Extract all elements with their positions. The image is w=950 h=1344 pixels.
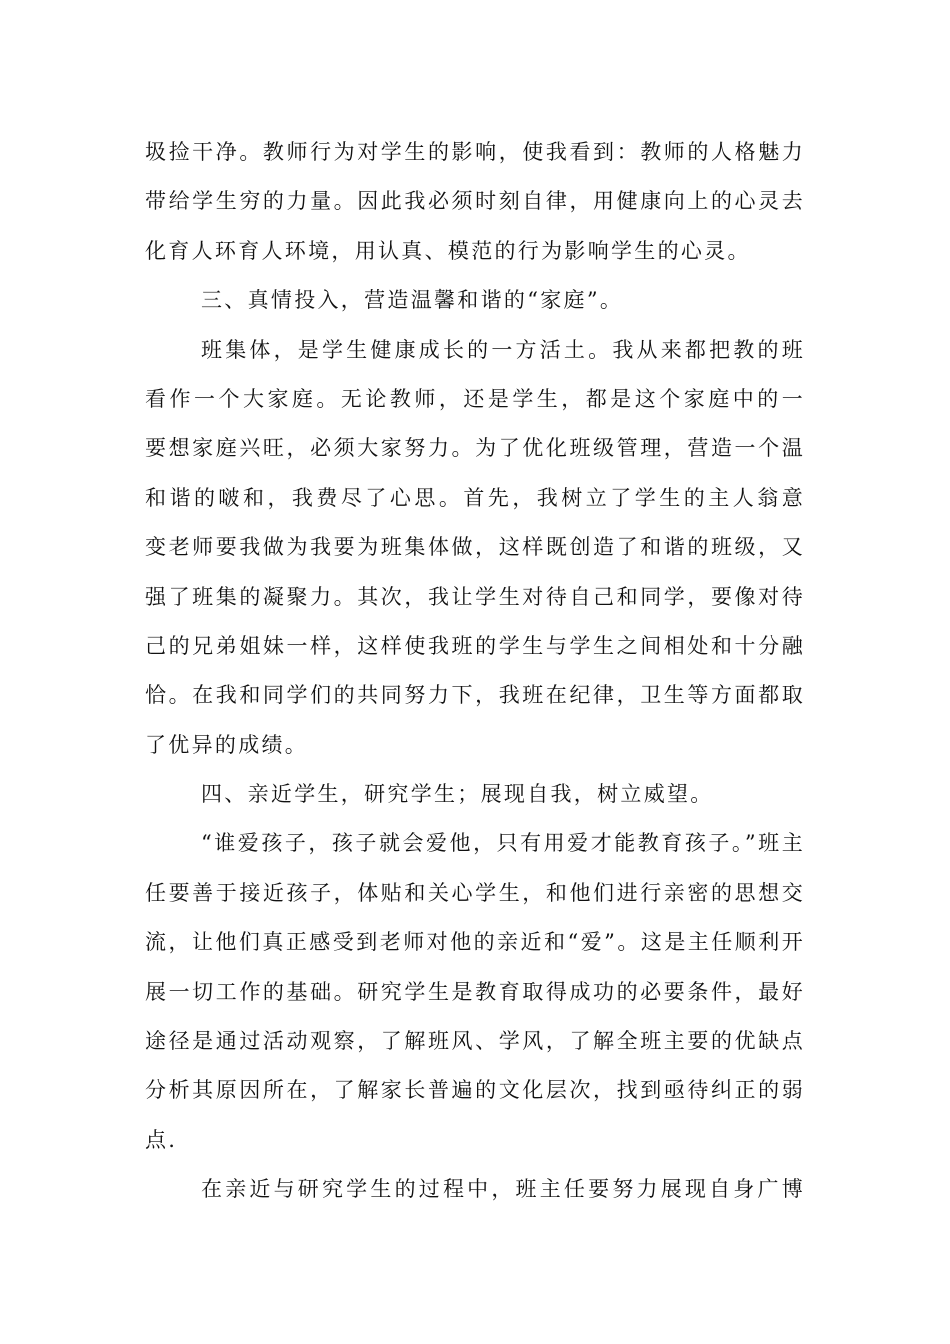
text-line: 和谐的啵和，我费尽了心思。首先，我树立了学生的主人翁意 xyxy=(145,485,805,510)
text-line: 展一切工作的基础。研究学生是教育取得成功的必要条件，最好 xyxy=(145,979,805,1004)
text-line: 己的兄弟姐妹一样，这样使我班的学生与学生之间相处和十分融 xyxy=(145,633,805,658)
text-line: 四、亲近学生，研究学生；展现自我，树立威望。 xyxy=(201,782,714,807)
text-line: 途径是通过活动观察，了解班风、学风，了解全班主要的优缺点 xyxy=(145,1029,805,1054)
text-line: 了优异的成绩。 xyxy=(145,732,309,757)
text-line: 分析其原因所在，了解家长普遍的文化层次，找到亟待纠正的弱 xyxy=(145,1078,805,1103)
text-line: 要想家庭兴旺，必须大家努力。为了优化班级管理，营造一个温 xyxy=(145,436,805,461)
text-line: “谁爱孩子，孩子就会爱他，只有用爱才能教育孩子。”班主 xyxy=(201,831,805,856)
text-line: 班集体，是学生健康成长的一方活土。我从来都把教的班 xyxy=(201,337,805,362)
text-line: 三、真情投入，营造温馨和谐的“家庭”。 xyxy=(201,288,624,313)
text-line: 点. xyxy=(145,1127,178,1152)
text-line: 在亲近与研究学生的过程中，班主任要努力展现自身广博 xyxy=(201,1177,805,1202)
document-body xyxy=(145,128,805,1215)
text-line: 圾捡干净。教师行为对学生的影响，使我看到：教师的人格魅力 xyxy=(145,140,805,164)
text-line: 带给学生穷的力量。因此我必须时刻自律，用健康向上的心灵去 xyxy=(145,189,805,214)
text-line: 强了班集的凝聚力。其次，我让学生对待自己和同学，要像对待 xyxy=(145,584,805,609)
text-line: 化育人环育人环境，用认真、模范的行为影响学生的心灵。 xyxy=(145,238,751,263)
text-line: 变老师要我做为我要为班集体做，这样既创造了和谐的班级，又 xyxy=(145,535,805,560)
text-line: 看作一个大家庭。无论教师，还是学生，都是这个家庭中的一 xyxy=(145,386,805,411)
text-line: 流，让他们真正感受到老师对他的亲近和“爱”。这是主任顺利开 xyxy=(145,930,805,955)
text-line: 任要善于接近孩子，体贴和关心学生，和他们进行亲密的思想交 xyxy=(145,880,805,905)
text-line: 恰。在我和同学们的共同努力下，我班在纪律，卫生等方面都取 xyxy=(145,683,805,708)
